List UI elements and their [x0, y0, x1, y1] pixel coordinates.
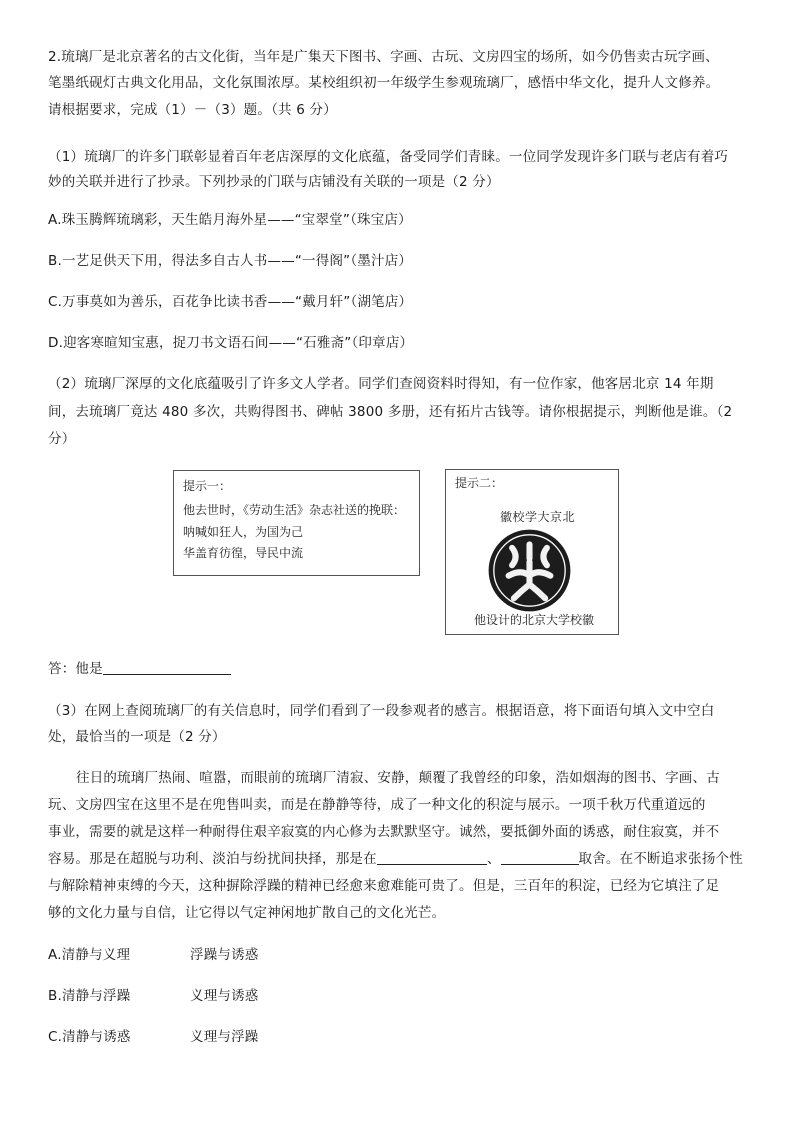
part3-option-a [48, 946, 259, 964]
passage-line-5: 与解除精神束缚的今天，这种摒除浮躁的精神已经愈来愈难能可贵了。但是，三百年的积淀，已经为它填注了足 [48, 878, 720, 894]
part3-option-b [48, 987, 259, 1005]
passage-line-2: 玩、文房四宝在这里不是在兜售叫卖，而是在静静等待，成了一种文化的积淀与展示。一项千秋万代重道远的 [48, 797, 706, 813]
part2-stem-line-2: 间，去琉璃厂竟达 480 多次，共购得图书、碑帖 3800 多册，还有拓片古钱等。请你根据提示，判断他是谁。（2 [48, 404, 733, 420]
part3-option-b-right: 义理与诱惑 [190, 988, 259, 1004]
part1-stem-line-1: （1）琉璃厂的许多门联彰显着百年老店深厚的文化底蕴，备受同学们青睐。一位同学发现许多门联与老店有着巧 [48, 149, 729, 165]
passage-blank-1[interactable] [377, 850, 487, 865]
hint-one-line-3: 华盖育彷徨，导民中流 [183, 546, 304, 560]
passage-line-3: 事业，需要的就是这样一种耐得住艰辛寂寞的内心修为去默默坚守。诚然，要抵御外面的诱惑，耐住寂寞，并不 [48, 824, 720, 840]
part2-stem-line-1: （2）琉璃厂深厚的文化底蕴吸引了许多文人学者。同学们查阅资料时得知，有一位作家，他客居北京 14 年期 [48, 376, 714, 392]
passage-line-4-start: 容易。那是在超脱与功利、淡泊与纷扰间抉择，那是在 [48, 851, 377, 867]
part3-stem-line-2: 处，最恰当的一项是（2 分） [48, 729, 226, 745]
hint-two-box [445, 469, 619, 635]
peking-university-emblem-icon [486, 527, 573, 614]
part3-stem-line-1: （3）在网上查阅琉璃厂的有关信息时，同学们看到了一段参观者的感言。根据语意，将下面语句填入文中空白 [48, 703, 715, 719]
part1-option-c: C.万事莫如为善乐，百花争比读书香——“戴月轩”（湖笔店） [48, 294, 413, 310]
hint-one-line-1: 他去世时，《劳动生活》杂志社送的挽联： [183, 503, 406, 517]
part3-option-c-left: C.清静与诱惑 [48, 1029, 131, 1045]
hint-one-line-2: 呐喊如狂人，为国为己 [183, 525, 304, 539]
passage-line-4 [48, 850, 743, 868]
passage-line-6: 够的文化力量与自信，让它得以气定神闲地扩散自己的文化光芒。 [48, 905, 446, 921]
hint-one-box [173, 470, 420, 576]
intro-line-3: 请根据要求，完成（1）－（3）题。（共 6 分） [48, 102, 337, 118]
part3-option-c-right: 义理与浮躁 [190, 1029, 259, 1045]
part3-option-a-left: A.清静与义理 [48, 947, 131, 963]
passage-separator: 、 [486, 851, 501, 867]
part1-option-b: B.一艺足供天下用，得法多自古人书——“一得阁”（墨汁店） [48, 253, 413, 269]
part3-option-c [48, 1028, 259, 1046]
part1-option-d: D.迎客寒暄知宝惠，捉刀书文语石间——“石雅斋”（印章店） [48, 335, 414, 351]
part3-option-b-left: B.清静与浮躁 [48, 988, 131, 1004]
intro-line-1: 2.琉璃厂是北京著名的古文化街，当年是广集天下图书、字画、古玩、文房四宝的场所，如今仍售卖古玩字画、 [48, 49, 719, 65]
emblem-caption: 他设计的北京大学校徽 [474, 613, 595, 627]
passage-line-4-end: 取舍。在不断追求张扬个性 [578, 851, 743, 867]
part1-stem-line-2: 妙的关联并进行了抄录。下列抄录的门联与店铺没有关联的一项是（2 分） [48, 174, 500, 190]
passage-blank-2[interactable] [501, 850, 579, 865]
part1-option-a: A.珠玉腾辉琉璃彩，天生皓月海外星——“宝翠堂”（珠宝店） [48, 212, 412, 228]
passage-line-1: 往日的琉璃厂热闹、喧嚣，而眼前的琉璃厂清寂、安静，颠覆了我曾经的印象，浩如烟海的图书、字画、古 [76, 770, 720, 786]
emblem-text: 徽校学大京北 [500, 510, 576, 524]
intro-line-2: 笔墨纸砚灯古典文化用品，文化氛围浓厚。某校组织初一年级学生参观琉璃厂，感悟中华文化，提升人文修养。 [48, 75, 720, 91]
part2-stem-line-3: 分） [48, 431, 76, 447]
answer-label: 答：他是 [48, 661, 103, 677]
hint-two-title: 提示二： [455, 476, 504, 490]
answer-blank[interactable] [103, 660, 231, 675]
hint-one-title: 提示一： [183, 479, 232, 493]
part2-answer [48, 660, 231, 678]
part3-option-a-right: 浮躁与诱惑 [190, 947, 259, 963]
